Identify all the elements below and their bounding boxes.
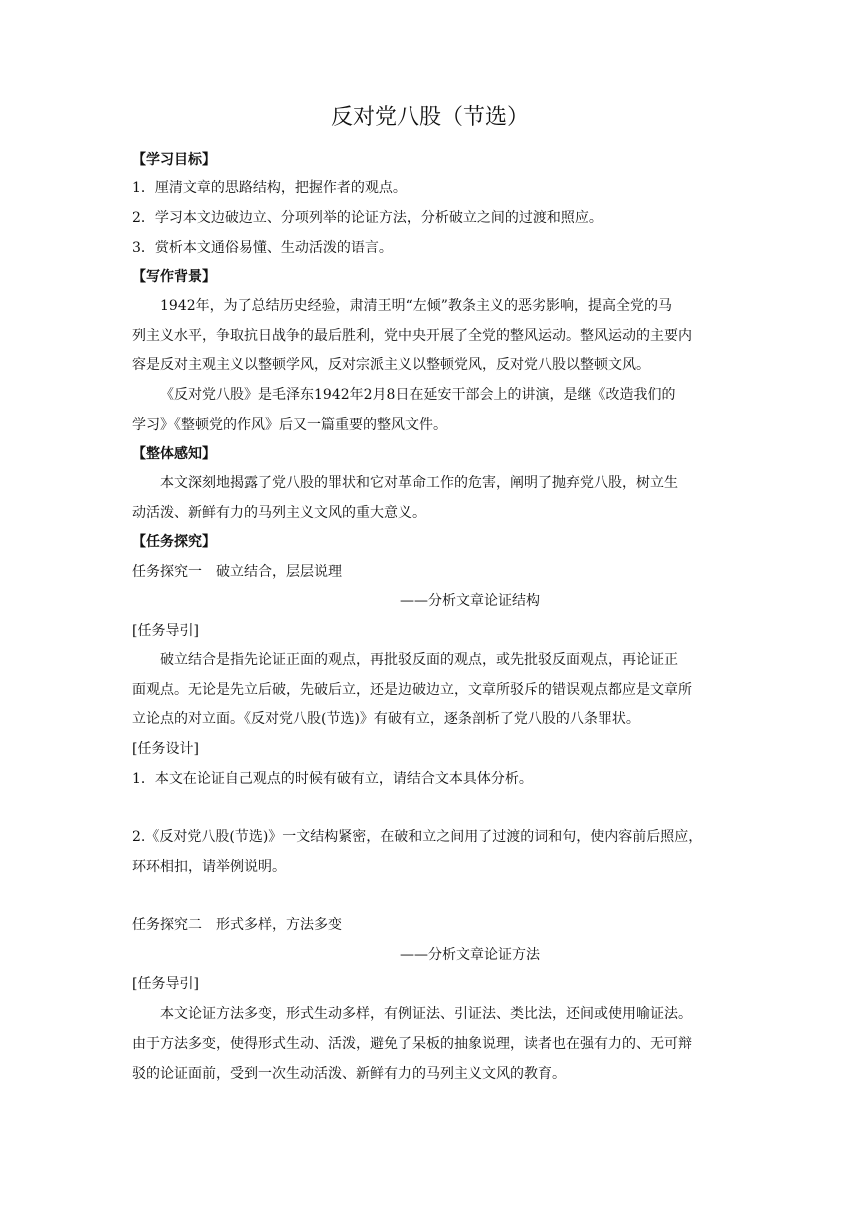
task2-subtitle: ——分析文章论证方法 bbox=[400, 947, 540, 963]
task1-title: 任务探究一 破立结合，层层说理 bbox=[132, 564, 342, 580]
task1-guide-text: 立论点的对立面。《反对党八股(节选)》有破有立，逐条剖析了党八股的八条罪状。 bbox=[132, 711, 640, 727]
overview-text: 动活泼、新鲜有力的马列主义文风的重大意义。 bbox=[132, 505, 426, 521]
task1-question-1: 1．本文在论证自己观点的时候有破有立，请结合文本具体分析。 bbox=[132, 771, 533, 787]
background-heading: 【写作背景】 bbox=[132, 269, 216, 285]
background-text: 列主义水平，争取抗日战争的最后胜利，党中央开展了全党的整风运动。整风运动的主要内 bbox=[132, 328, 692, 344]
task2-guide-text: 本文论证方法多变，形式生动多样，有例证法、引证法、类比法，还间或使用喻证法。 bbox=[160, 1006, 692, 1022]
page-title: 反对党八股（节选） bbox=[330, 105, 529, 130]
task1-guide-text: 面观点。无论是先立后破，先破后立，还是边破边立，文章所驳斥的错误观点都应是文章所 bbox=[132, 682, 692, 698]
background-text: 《反对党八股》是毛泽东1942年2月8日在延安干部会上的讲演，是继《改造我们的 bbox=[160, 387, 676, 403]
task2-guide-text: 驳的论证面前，受到一次生动活泼、新鲜有力的马列主义文风的教育。 bbox=[132, 1066, 566, 1082]
objective-item: 2．学习本文边破边立、分项列举的论证方法，分析破立之间的过渡和照应。 bbox=[132, 210, 603, 226]
background-text: 容是反对主观主义以整顿学风，反对宗派主义以整顿党风，反对党八股以整顿文风。 bbox=[132, 357, 650, 373]
task1-question-2: 2.《反对党八股(节选)》一文结构紧密，在破和立之间用了过渡的词和句，使内容前后照应， bbox=[132, 829, 703, 845]
task1-subtitle: ——分析文章论证结构 bbox=[400, 593, 540, 609]
task1-guide-label: [任务导引] bbox=[132, 623, 199, 639]
objective-item: 3．赏析本文通俗易懂、生动活泼的语言。 bbox=[132, 240, 393, 256]
task1-design-label: [任务设计] bbox=[132, 741, 199, 757]
task1-guide-text: 破立结合是指先论证正面的观点，再批驳反面的观点，或先批驳反面观点，再论证正 bbox=[160, 652, 678, 668]
task2-title: 任务探究二 形式多样，方法多变 bbox=[132, 917, 342, 933]
task2-guide-label: [任务导引] bbox=[132, 976, 199, 992]
task2-guide-text: 由于方法多变，使得形式生动、活泼，避免了呆板的抽象说理，读者也在强有力的、无可辩 bbox=[132, 1036, 692, 1052]
tasks-heading: 【任务探究】 bbox=[132, 534, 216, 550]
background-text: 学习》《整顿党的作风》后又一篇重要的整风文件。 bbox=[132, 417, 447, 433]
background-text: 1942年，为了总结历史经验，肃清王明“左倾”教条主义的恶劣影响，提高全党的马 bbox=[160, 298, 672, 314]
overview-text: 本文深刻地揭露了党八股的罪状和它对革命工作的危害，阐明了抛弃党八股，树立生 bbox=[160, 475, 678, 491]
overview-heading: 【整体感知】 bbox=[132, 446, 216, 462]
task1-question-2: 环环相扣，请举例说明。 bbox=[132, 859, 286, 875]
objectives-heading: 【学习目标】 bbox=[132, 152, 216, 168]
objective-item: 1．厘清文章的思路结构，把握作者的观点。 bbox=[132, 180, 407, 196]
